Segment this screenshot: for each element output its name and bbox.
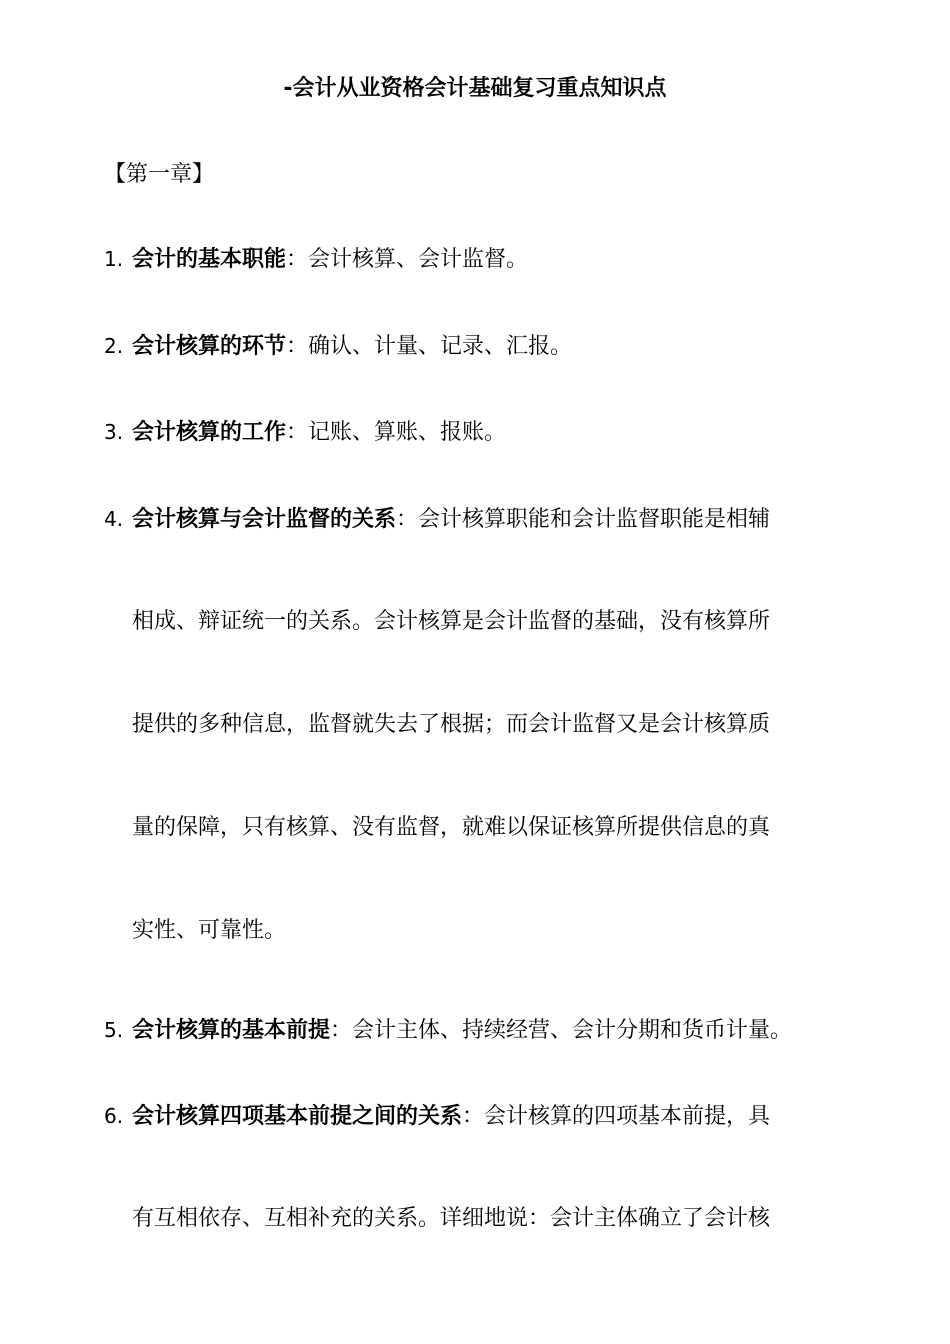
item-number: 6. [104, 1104, 124, 1128]
item-term: 会计的基本职能 [132, 247, 287, 272]
list-item [104, 415, 904, 449]
list-item [104, 1013, 904, 1047]
item-text: ：会计核算的四项基本前提，具 [462, 1104, 771, 1129]
document-title: -会计从业资格会计基础复习重点知识点 [283, 76, 667, 101]
item-term: 会计核算与会计监督的关系 [132, 507, 397, 532]
item-line [104, 329, 904, 363]
item-text: ：记账、算账、报账。 [286, 420, 507, 445]
item-line [104, 811, 904, 845]
item-text: 实性、可靠性。 [132, 918, 287, 943]
item-text: ：确认、计量、记录、汇报。 [286, 334, 573, 359]
item-line [104, 415, 904, 449]
item-line [104, 708, 904, 742]
item-number: 5. [104, 1018, 124, 1042]
item-term: 会计核算的基本前提 [132, 1018, 331, 1043]
item-text: ：会计主体、持续经营、会计分期和货币计量。 [330, 1018, 793, 1043]
list-item [104, 502, 904, 948]
chapter-heading: 【第一章】 [104, 162, 215, 187]
list-item [104, 329, 904, 363]
item-text: 相成、辩证统一的关系。会计核算是会计监督的基础，没有核算所 [132, 609, 771, 634]
item-number: 4. [104, 507, 124, 531]
item-text: 量的保障，只有核算、没有监督，就难以保证核算所提供信息的真 [132, 815, 771, 840]
item-line [104, 242, 904, 276]
item-line [104, 605, 904, 639]
item-term: 会计核算四项基本前提之间的关系 [132, 1104, 463, 1129]
item-number: 2. [104, 334, 124, 358]
item-number: 3. [104, 420, 124, 444]
item-line [104, 1202, 904, 1236]
item-line [104, 502, 904, 536]
item-text: ：会计核算职能和会计监督职能是相辅 [396, 507, 771, 532]
item-line [104, 1013, 904, 1047]
list-item [104, 1099, 904, 1236]
list-item [104, 242, 904, 276]
item-text: ：会计核算、会计监督。 [286, 247, 529, 272]
item-term: 会计核算的环节 [132, 334, 287, 359]
item-text: 有互相依存、互相补充的关系。详细地说：会计主体确立了会计核 [132, 1206, 771, 1231]
item-line [104, 1099, 904, 1133]
item-term: 会计核算的工作 [132, 420, 287, 445]
item-text: 提供的多种信息，监督就失去了根据；而会计监督又是会计核算质 [132, 712, 771, 737]
item-line [104, 914, 904, 948]
item-number: 1. [104, 247, 124, 271]
